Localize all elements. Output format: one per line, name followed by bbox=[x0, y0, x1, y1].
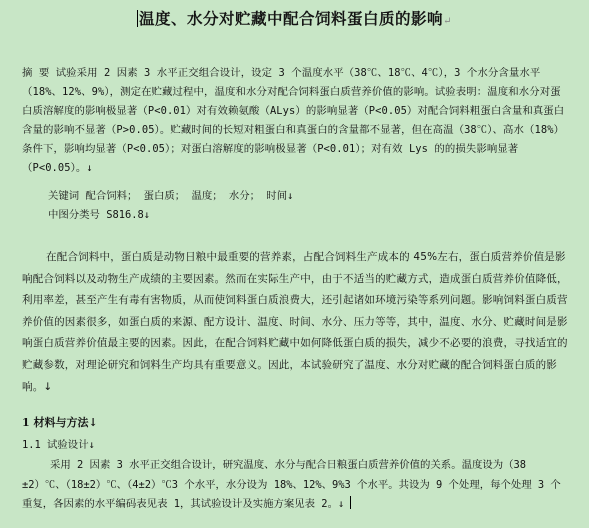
title-text: 温度、水分对贮藏中配合饲料蛋白质的影响 bbox=[139, 9, 444, 28]
classification-number-line: 中图分类号 S816.8↓ bbox=[48, 209, 150, 221]
introduction-paragraph: 在配合饲料中，蛋白质是动物日粮中最重要的营养素，占配合饲料生产成本的 45%左右，蛋白质营养价值是影响配合饲料以及动物生产成绩的主要因素。然而在实际生产中，由于不适当的贮藏方式，造成蛋白质营养价值降低，利用率差，甚至产生有毒有害物质，从而使饲料蛋白质浪费大，还引起诸如环境污染等系列问题。影响饲料蛋白质营养价值的因素很多，如蛋白质的来源、配方设计、温度、时间、水分、压力等等，其中，温度、水分、贮藏时间是影响蛋白质营养价值最主要的因素。因此，在配合饲料贮藏中如何降低蛋白质的损失，减少不必要的浪费，寻找适宜的贮藏参数，对理论研究和饲料生产均具有重要意义。因此，本试验研究了温度、水分对贮藏的配合饲料蛋白质的影响。↓ bbox=[22, 251, 568, 393]
experimental-design-paragraph bbox=[22, 456, 571, 515]
abstract-paragraph: 摘 要 试验采用 2 因素 3 水平正交组合设计，设定 3 个温度水平（38℃、18℃、4℃），3 个水分含量水平（18%、12%、9%），测定在贮藏过程中，温度和水分对配合饲料蛋白质营养价值的影响。试验表明：温度和水分对蛋白质溶解度的影响极显著（P<0.01）对有效赖氨酸（ALys）的影响显著（P<0.05）对配合饲料粗蛋白含量和真蛋白含量的影响不显著（P>0.05）。贮藏时间的长短对粗蛋白和真蛋白的含量都不显著，但在高温（38℃）、高水（18%）条件下，影响均显著（P<0.05）；对蛋白溶解度的影响极显著（P<0.01）；对有效 Lys 的的损失影响显著（P<0.05）。↓ bbox=[22, 67, 565, 174]
keywords-line: 关键词 配合饲料； 蛋白质； 温度； 水分； 时间↓ bbox=[48, 190, 294, 202]
paragraph-mark-icon: ↵ bbox=[443, 16, 452, 27]
subsection-heading-experimental-design: 1.1 试验设计↓ bbox=[22, 439, 95, 451]
experimental-design-text: 采用 2 因素 3 水平正交组合设计，研究温度、水分与配合日粮蛋白质营养价值的关系。温度设为（38 ±2）℃、（18±2）℃、（4±2）℃3 个水平，水分设为 18%、12%、9%3 个水平。共设为 9 个处理，每个处理 3 个重复，各因素的水平编码表见表 1，其试验设计及实施方案见表 2。↓ bbox=[22, 459, 561, 510]
section-heading-materials-methods: 1 材料与方法↓ bbox=[22, 416, 98, 429]
insertion-cursor bbox=[350, 496, 351, 509]
text-cursor bbox=[137, 10, 138, 27]
document-title bbox=[0, 7, 589, 29]
